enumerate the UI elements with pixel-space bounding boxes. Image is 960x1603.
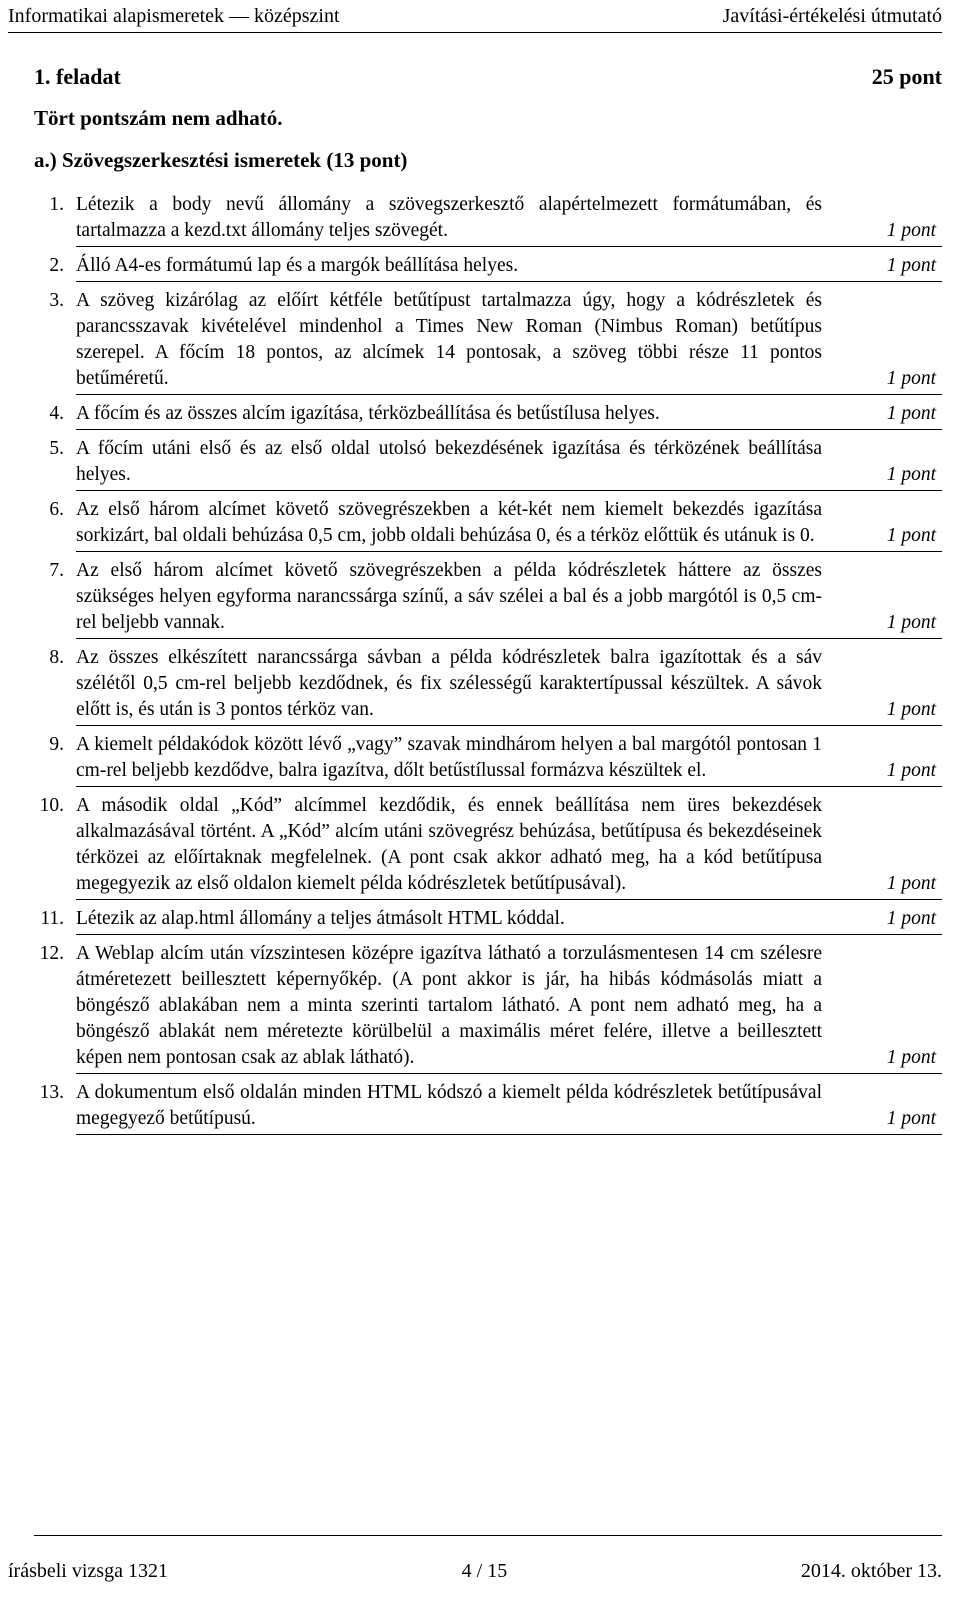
criterion-item [49,247,942,282]
criterion-text: A főcím és az összes alcím igazítása, térközbeállítása és betűstílusa helyes. [76,403,660,424]
criterion-item [49,726,942,787]
criterion-number: 10. [39,795,64,816]
criterion-points: 1 pont [886,368,936,389]
criterion-item [39,935,942,1074]
section-title: a.) Szövegszerkesztési ismeretek (13 pont) [34,148,408,172]
criterion-points: 1 pont [886,220,936,241]
criterion-points: 1 pont [886,1108,936,1129]
criterion-number: 13. [39,1082,64,1103]
criterion-item [49,430,942,491]
footer-center: 4 / 15 [461,1560,508,1582]
page-header [8,0,942,33]
criterion-number: 2. [49,255,64,276]
criterion-number: 5. [49,438,64,459]
criterion-number: 8. [49,647,64,668]
criterion-text: A szöveg kizárólag az előírt kétféle betűtípust tartalmazza úgy, hogy a kódrészletek és parancsszavak kivételével mindenhol a Times New Roman (Nimbus Roman) betűtípus szerepel. A főcím 18 pontos, az alcímek 14 pontosak, a szöveg többi része 11 pontos betűméretű. [76,290,822,389]
footer-left: írásbeli vizsga 1321 [8,1560,168,1582]
criterion-item [49,395,942,430]
criterion-points: 1 pont [886,873,936,894]
task-heading [34,64,942,90]
criterion-points: 1 pont [886,403,936,424]
criterion-item [49,491,942,552]
criterion-number: 7. [49,560,64,581]
criterion-points: 1 pont [886,1047,936,1068]
criterion-item [49,552,942,639]
criterion-item [49,186,942,247]
criterion-text: A főcím utáni első és az első oldal utolsó bekezdésének igazítása és térközének beállítása helyes. [76,438,822,485]
criterion-number: 4. [49,403,64,424]
criterion-item [49,639,942,726]
criterion-number: 3. [49,290,64,311]
criterion-number: 6. [49,499,64,520]
footer-right: 2014. október 13. [800,1560,942,1582]
header-right: Javítási-értékelési útmutató [722,4,942,27]
criterion-item [39,787,942,900]
criterion-item [40,900,942,935]
criterion-text: Álló A4-es formátumú lap és a margók beállítása helyes. [76,255,519,276]
criterion-points: 1 pont [886,699,936,720]
criterion-text: A második oldal „Kód” alcímmel kezdődik, és ennek beállítása nem üres bekezdések alkalmazásával történt. A „Kód” alcím utáni szövegrész behúzása, betűtípusa és bekezdéseinek térközei az előírtaknak megfelelnek. (A pont csak akkor adható meg, ha a kód betűtípusa megegyezik az első oldalon kiemelt példa kódrészletek betűtípusával). [76,795,822,894]
task-points: 25 pont [871,64,942,89]
criterion-text: Az első három alcímet követő szövegrészekben a két-két nem kiemelt bekezdés igazítása sorkizárt, bal oldali behúzása 0,5 cm, jobb oldali behúzása 0, és a térköz előttük és utánuk is 0. [76,499,822,546]
criterion-text: A kiemelt példakódok között lévő „vagy” szavak mindhárom helyen a bal margótól pontosan 1 cm-rel beljebb kezdődve, balra igazítva, dőlt betűstílussal formázva készültek el. [76,734,822,781]
criterion-points: 1 pont [886,525,936,546]
criterion-item [49,282,942,395]
criterion-points: 1 pont [886,464,936,485]
footer-divider [34,1535,942,1536]
criteria-list [34,186,942,1135]
criterion-number: 9. [49,734,64,755]
task-title: 1. feladat [34,64,121,89]
criterion-points: 1 pont [886,908,936,929]
criterion-text: Az összes elkészített narancssárga sávban a példa kódrészletek balra igazítottak és a sáv szélétől 0,5 cm-rel beljebb kezdődnek, és fix szélességű karaktertípussal készültek. A sávok előtt is, és után is 3 pontos térköz van. [76,647,822,720]
criterion-text: Az első három alcímet követő szövegrészekben a példa kódrészletek háttere az összes szükséges helyen egyforma narancssárga színű, a sáv szélei a bal és a jobb margótól is 0,5 cm-rel beljebb vannak. [76,560,822,633]
criterion-text: Létezik az alap.html állomány a teljes átmásolt HTML kóddal. [76,908,565,929]
scoring-note: Tört pontszám nem adható. [34,106,283,130]
criterion-points: 1 pont [886,612,936,633]
criterion-text: A dokumentum első oldalán minden HTML kódszó a kiemelt példa kódrészletek betűtípusával megegyező betűtípusú. [76,1082,822,1129]
criterion-points: 1 pont [886,255,936,276]
criterion-text: Létezik a body nevű állomány a szövegszerkesztő alapértelmezett formátumában, és tartalmazza a kezd.txt állomány teljes szövegét. [76,194,822,241]
criterion-item [39,1074,942,1135]
criterion-text: A Weblap alcím után vízszintesen középre igazítva látható a torzulásmentesen 14 cm szélesre átméretezett beillesztett képernyőkép. (A pont akkor is jár, ha hibás kódmásolás miatt a böngésző ablakában nem a minta szerinti tartalom látható. A pont nem adható meg, ha a böngésző ablakát nem méretezte körülbelül a maximális méret felére, illetve a beillesztett képen nem pontosan csak az ablak látható). [76,943,822,1068]
header-left: Informatikai alapismeretek — középszint [8,4,340,27]
criterion-number: 1. [49,194,64,215]
page-footer [8,1560,942,1583]
criterion-number: 11. [40,908,64,929]
criterion-number: 12. [39,943,64,964]
criterion-points: 1 pont [886,760,936,781]
